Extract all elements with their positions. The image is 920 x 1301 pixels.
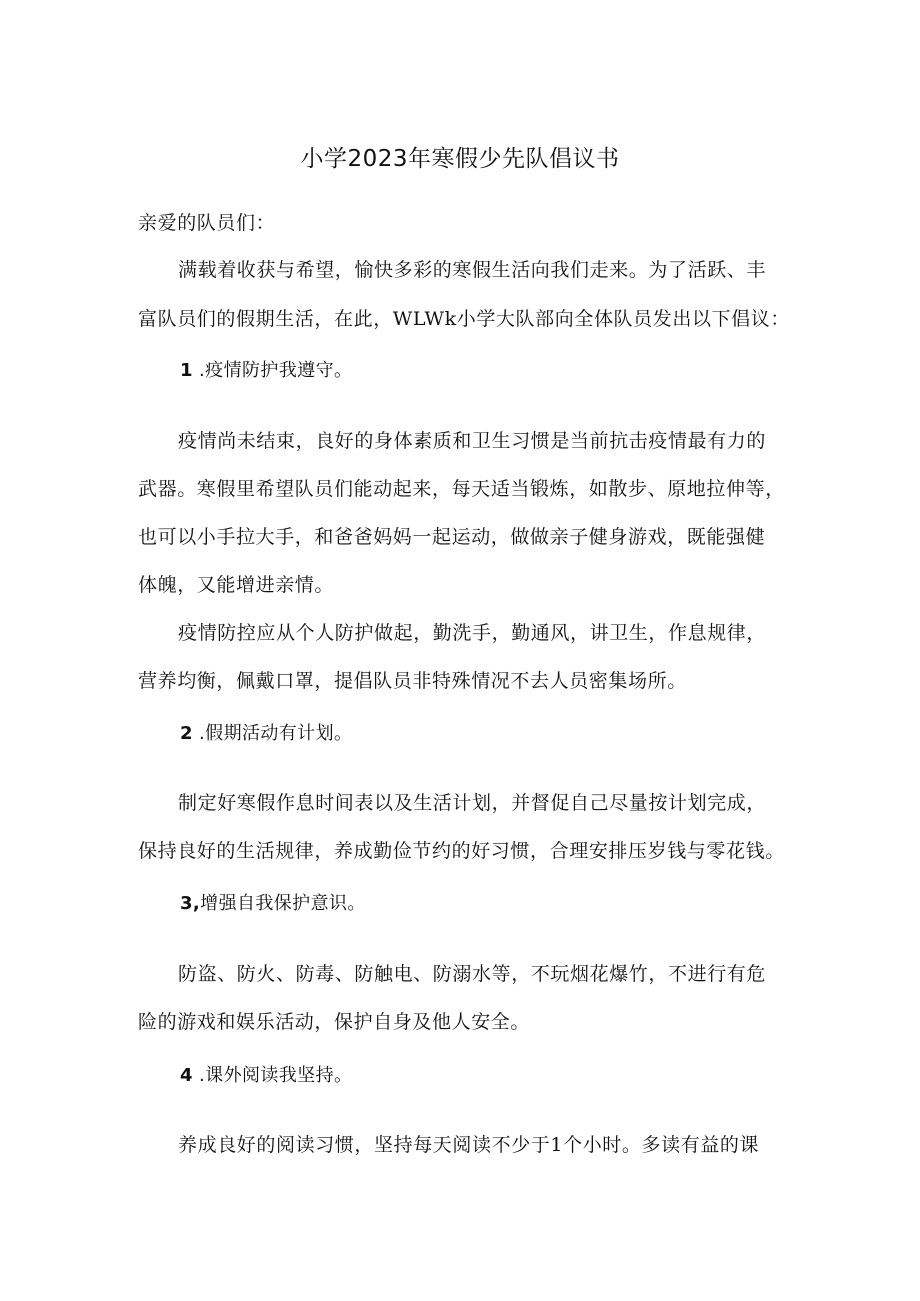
section-2-p1-line-1: 制定好寒假作息时间表以及生活计划，并督促自己尽量按计划完成，: [178, 792, 767, 814]
intro-line-2: 富队员们的假期生活，在此，WLWk小学大队部向全体队员发出以下倡议：: [138, 308, 790, 330]
section-1-p1-line-4: 体魄，又能增进亲情。: [138, 574, 335, 596]
section-4-title: .课外阅读我坚持。: [192, 1065, 353, 1086]
greeting: 亲爱的队员们：: [138, 212, 276, 234]
section-3-p1-line-1: 防盗、防火、防毒、防触电、防溺水等，不玩烟花爆竹，不进行有危: [178, 963, 767, 985]
section-2-heading: [180, 722, 352, 746]
section-1-title: .疫情防护我遵守。: [192, 360, 353, 381]
section-2-number: 2: [180, 723, 193, 744]
section-2-title: .假期活动有计划。: [192, 723, 353, 744]
section-3-title: 增强自我保护意识。: [200, 893, 366, 914]
section-1-heading: [180, 359, 352, 383]
section-3-heading: [180, 892, 366, 916]
document-title: 小学2023年寒假少先队倡议书: [300, 146, 620, 172]
section-3-p1-line-2: 险的游戏和娱乐活动，保护自身及他人安全。: [138, 1011, 531, 1033]
section-1-p2-line-2: 营养均衡，佩戴口罩，提倡队员非特殊情况不去人员密集场所。: [138, 670, 687, 692]
section-1-p2-line-1: 疫情防控应从个人防护做起，勤洗手，勤通风，讲卫生，作息规律，: [178, 622, 767, 644]
intro-line-1: 满载着收获与希望，愉快多彩的寒假生活向我们走来。为了活跃、丰: [178, 259, 767, 281]
section-3-number: 3,: [180, 893, 201, 914]
section-2-p1-line-2: 保持良好的生活规律，养成勤俭节约的好习惯，合理安排压岁钱与零花钱。: [138, 840, 785, 862]
section-4-heading: [180, 1064, 352, 1088]
section-1-p1-line-1: 疫情尚未结束，良好的身体素质和卫生习惯是当前抗击疫情最有力的: [178, 430, 767, 452]
section-1-p1-line-3: 也可以小手拉大手，和爸爸妈妈一起运动，做做亲子健身游戏，既能强健: [138, 526, 766, 548]
section-4-number: 4: [180, 1065, 193, 1086]
section-1-number: 1: [180, 360, 193, 381]
section-1-p1-line-2: 武器。寒假里希望队员们能动起来，每天适当锻炼，如散步、原地拉伸等，: [138, 478, 785, 500]
section-4-p1-line-1: 养成良好的阅读习惯，坚持每天阅读不少于1个小时。多读有益的课: [178, 1134, 760, 1156]
